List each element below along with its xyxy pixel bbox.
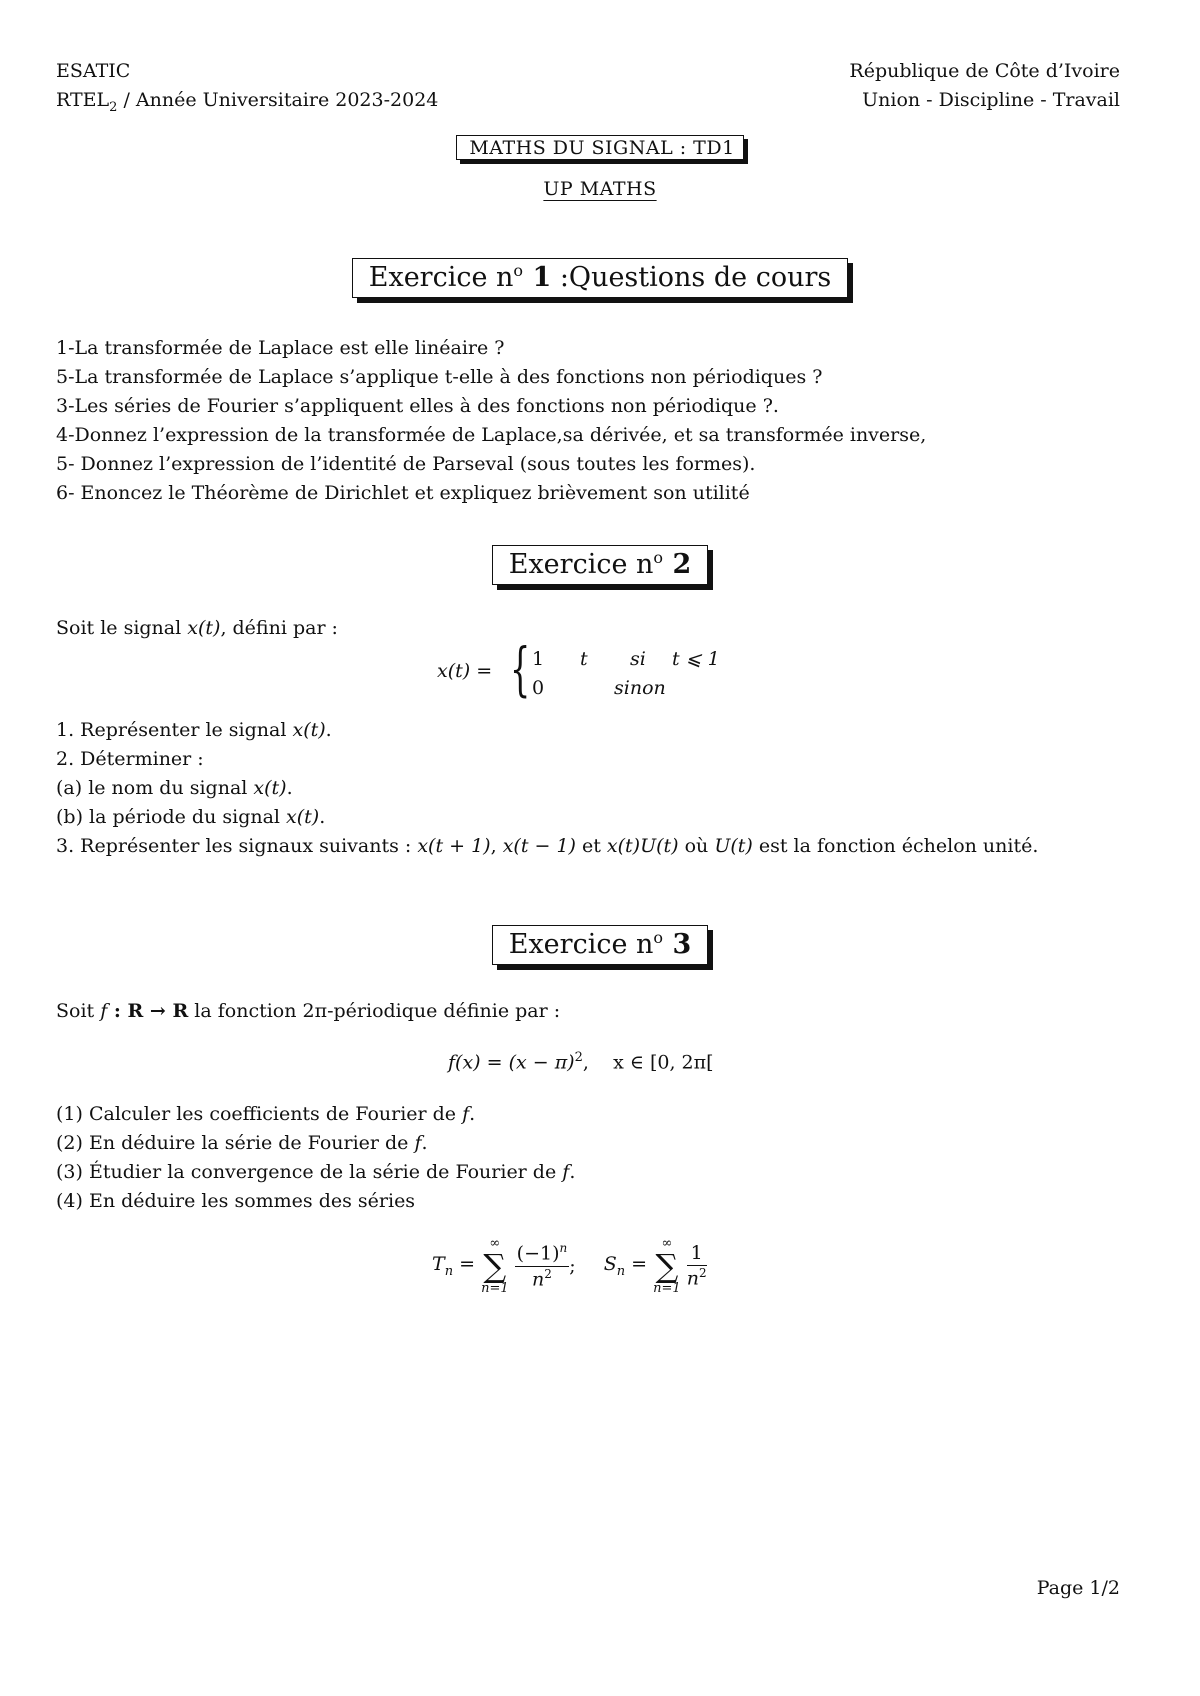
- sn-label: $S_n$ =: [603, 1253, 648, 1279]
- ex2-def-lhs: x(t) =: [437, 660, 493, 682]
- ex2-q3-ut: U(t): [714, 835, 753, 857]
- ex2-q1-text: 1. Représenter le signal: [56, 719, 293, 741]
- ex2-qa-text: (a) le nom du signal: [56, 777, 254, 799]
- ex1-title-prefix: Exercice n: [368, 262, 514, 293]
- ex3-title-deg: o: [653, 928, 664, 947]
- ex2-q3-ou: où: [678, 835, 715, 857]
- tn-fraction: [515, 1241, 570, 1290]
- ex3-question-2: [56, 1132, 428, 1154]
- tn-sum: [481, 1237, 509, 1295]
- ex1-title-row: [0, 258, 1200, 298]
- ex1-question-1: 1-La transformée de Laplace est elle linéaire ?: [56, 337, 505, 359]
- ex3-question-3: [56, 1161, 575, 1183]
- ex3-q1-f: f: [462, 1103, 470, 1125]
- ex2-case-1: [532, 648, 720, 670]
- program-sub: 2: [109, 99, 118, 115]
- sn-numerator: 1: [687, 1242, 707, 1266]
- ex1-question-5: 5- Donnez l’expression de l’identité de Parseval (sous toutes les formes).: [56, 453, 756, 475]
- ex3-intro: [56, 1000, 560, 1022]
- country-motto: Union - Discipline - Travail: [862, 89, 1120, 111]
- ex1-question-4: 4-Donnez l’expression de la transformée de Laplace,sa dérivée, et sa transformée inverse,: [56, 424, 927, 446]
- tn-label: $T_n$ =: [432, 1253, 476, 1279]
- ex3-intro-a: Soit: [56, 1000, 101, 1022]
- ex3-intro-f: f: [100, 1000, 108, 1022]
- tn-num-exp: n: [559, 1241, 568, 1256]
- ex2-title: [492, 545, 708, 585]
- sn-sum: [653, 1237, 681, 1295]
- ex2-intro: [56, 617, 338, 639]
- ex3-formula-domain: , x ∈ [0, 2π[: [582, 1051, 714, 1074]
- td-title: MATHS DU SIGNAL : TD1: [456, 135, 743, 160]
- tn-sigma-icon: ∑: [483, 1247, 507, 1285]
- tn-sum-lower: n=1: [481, 1281, 509, 1296]
- sn-sigma-icon: ∑: [655, 1247, 679, 1285]
- ex3-q2-dot: .: [421, 1132, 428, 1154]
- sn-denominator: [687, 1266, 707, 1290]
- ex2-q3-et: et: [575, 835, 607, 857]
- ex2-qa-dot: .: [286, 777, 293, 799]
- ex2-q3-signal-1: x(t + 1): [417, 835, 491, 857]
- up-title-row: [0, 178, 1200, 200]
- ex2-intro-xt: x(t): [187, 617, 221, 639]
- tn-denominator: [515, 1267, 570, 1291]
- tn-den-base: n: [532, 1267, 545, 1290]
- ex1-title-suffix: :Questions de cours: [551, 262, 832, 293]
- sn-den-base: n: [686, 1267, 699, 1290]
- tn-num-base: (−1): [516, 1242, 560, 1265]
- sn-letter: S: [603, 1253, 617, 1276]
- ex3-title-prefix: Exercice n: [508, 929, 654, 960]
- ex2-case-2: [532, 677, 666, 699]
- ex2-title-num: 2: [663, 549, 692, 580]
- ex1-question-3: 3-Les séries de Fourier s’appliquent elles à des fonctions non périodique ?.: [56, 395, 779, 417]
- ex3-q3-text: (3) Étudier la convergence de la série de Fourier de: [56, 1161, 563, 1183]
- ex2-qb-dot: .: [319, 806, 326, 828]
- ex2-question-2: 2. Déterminer :: [56, 748, 204, 770]
- ex2-case1-t: t: [580, 648, 588, 670]
- ex2-question-2b: [56, 806, 325, 828]
- ex3-q1-dot: .: [469, 1103, 476, 1125]
- ex2-qb-text: (b) la période du signal: [56, 806, 287, 828]
- tn-letter: T: [432, 1253, 445, 1276]
- ex3-question-4: (4) En déduire les sommes des séries: [56, 1190, 416, 1212]
- ex2-intro-b: , défini par :: [220, 617, 338, 639]
- program-year: [56, 89, 438, 115]
- ex2-question-2a: [56, 777, 293, 799]
- program: RTEL: [56, 89, 110, 111]
- sn-sum-lower: n=1: [653, 1281, 681, 1296]
- ex2-case1-si: si: [630, 648, 646, 670]
- ex2-q1-xt: x(t): [292, 719, 326, 741]
- ex3-q3-dot: .: [569, 1161, 576, 1183]
- ex2-title-deg: o: [653, 548, 664, 567]
- ex2-case2-sinon: sinon: [614, 677, 666, 699]
- academic-year: / Année Universitaire 2023-2024: [117, 89, 439, 111]
- ex2-title-row: [0, 545, 1200, 585]
- ex3-title-row: [0, 925, 1200, 965]
- ex2-q3-signal-2: x(t − 1): [502, 835, 576, 857]
- ex1-title: [352, 258, 848, 298]
- ex1-title-num: 1: [523, 262, 552, 293]
- ex3-formula: [448, 1050, 714, 1073]
- ex3-title: [492, 925, 708, 965]
- ex2-case2-val: 0: [532, 677, 545, 699]
- tn-den-exp: 2: [544, 1266, 552, 1281]
- ex3-q3-f: f: [562, 1161, 570, 1183]
- ex2-case1-val: 1: [532, 648, 545, 670]
- ex2-intro-a: Soit le signal: [56, 617, 188, 639]
- ex2-q1-dot: .: [325, 719, 332, 741]
- ex3-q2-text: (2) En déduire la série de Fourier de: [56, 1132, 415, 1154]
- ex2-q3-text: 3. Représenter les signaux suivants :: [56, 835, 418, 857]
- ex3-q1-text: (1) Calculer les coefficients de Fourier de: [56, 1103, 463, 1125]
- page-number: Page 1/2: [1036, 1577, 1120, 1599]
- ex2-def-xt: x(t): [437, 660, 471, 682]
- country-name: République de Côte d’Ivoire: [849, 60, 1120, 82]
- ex2-q3-signal-3: x(t)U(t): [606, 835, 679, 857]
- school-name: ESATIC: [56, 60, 131, 82]
- ex3-title-num: 3: [663, 929, 692, 960]
- ex3-question-1: [56, 1103, 475, 1125]
- td-title-row: [0, 135, 1200, 160]
- tn-numerator: [515, 1241, 570, 1266]
- sn-fraction: [687, 1242, 707, 1290]
- tn-sum-upper: ∞: [489, 1236, 501, 1251]
- ex1-question-2: 5-La transformée de Laplace s’applique t-elle à des fonctions non périodiques ?: [56, 366, 823, 388]
- tn-semicolon: ;: [569, 1255, 576, 1277]
- ex1-question-6: 6- Enoncez le Théorème de Dirichlet et expliquez brièvement son utilité: [56, 482, 750, 504]
- ex2-def-brace: {: [510, 635, 531, 703]
- ex2-q3-end: est la fonction échelon unité.: [752, 835, 1039, 857]
- ex2-title-prefix: Exercice n: [508, 549, 654, 580]
- ex2-question-1: [56, 719, 332, 741]
- ex2-qa-xt: x(t): [253, 777, 287, 799]
- ex3-series-formulas: [432, 1237, 707, 1295]
- ex3-intro-b: la fonction 2π-périodique définie par :: [188, 1000, 561, 1022]
- sn-sum-upper: ∞: [661, 1236, 673, 1251]
- up-title: UP MATHS: [543, 178, 657, 200]
- ex3-intro-map: : R → R: [107, 1000, 189, 1022]
- ex3-formula-main: f(x) = (x − π): [448, 1051, 575, 1074]
- ex3-q2-f: f: [414, 1132, 422, 1154]
- sn-sub: n: [616, 1263, 626, 1279]
- ex3-formula-exp: 2: [574, 1050, 583, 1065]
- ex2-question-3: 3. Représenter les signaux suivants : x(t + 1), x(t − 1) et x(t)U(t) où U(t) est la fonction échelon unité.: [56, 835, 1039, 857]
- ex1-title-deg: o: [513, 261, 524, 280]
- tn-sub: n: [444, 1263, 454, 1279]
- sn-den-exp: 2: [698, 1265, 707, 1280]
- ex2-case1-cond: t ⩽ 1: [672, 648, 720, 670]
- ex2-qb-xt: x(t): [286, 806, 320, 828]
